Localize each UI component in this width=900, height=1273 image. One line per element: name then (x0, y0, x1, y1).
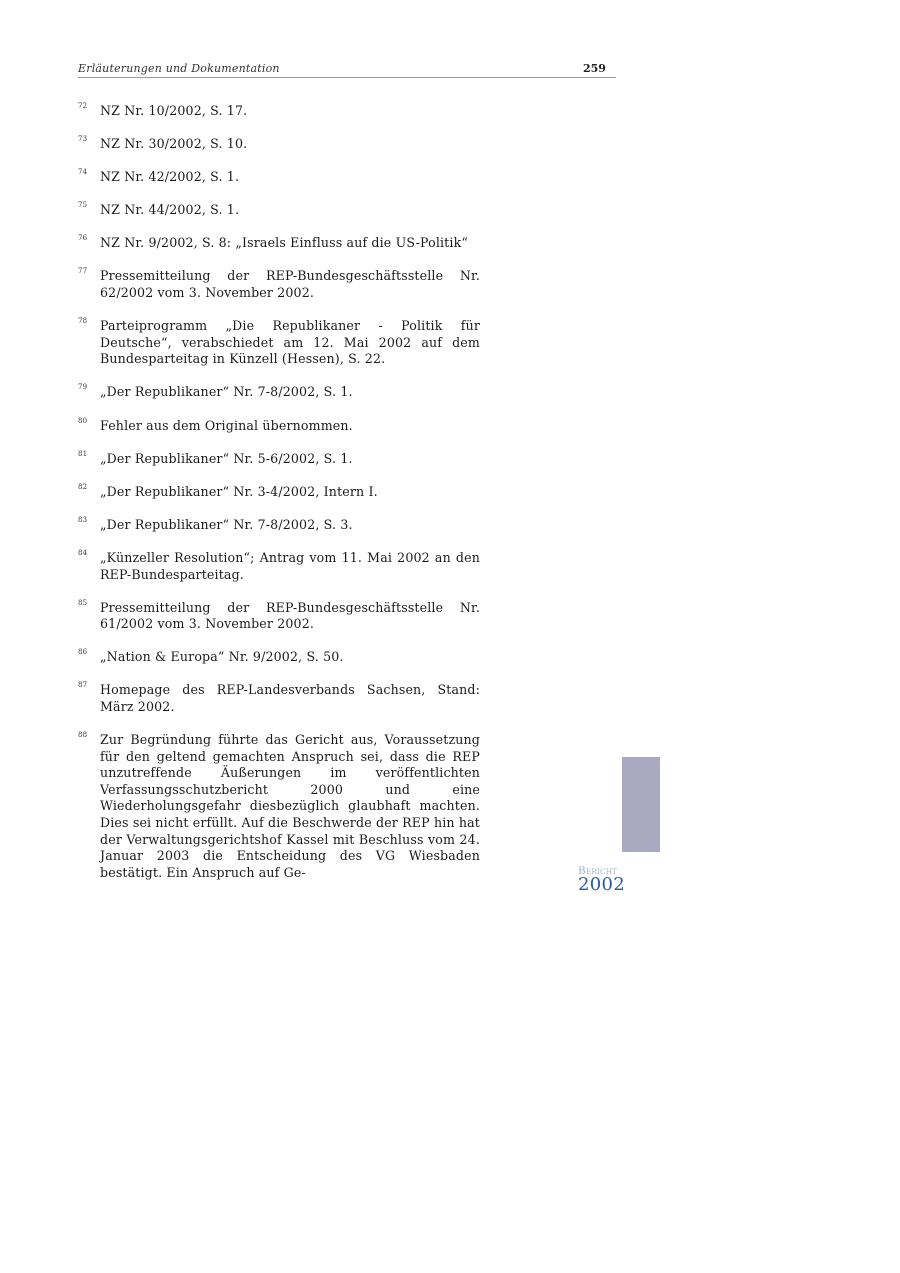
footnote (78, 484, 480, 501)
footnote (78, 682, 480, 715)
footnote-number: 76 (78, 234, 88, 243)
footnote-number: 81 (78, 449, 88, 458)
footnote (78, 418, 480, 435)
footnote-number: 85 (78, 598, 88, 607)
footnote-number: 83 (78, 515, 88, 524)
footnote-text: Pressemitteilung der REP-Bundesgeschäftsstelle Nr. 62/2002 vom 3. November 2002. (100, 268, 480, 301)
logo-year: 2002 (578, 874, 626, 895)
footnote (78, 649, 480, 666)
footnote-text: „Der Republikaner“ Nr. 7-8/2002, S. 3. (100, 516, 353, 532)
footnote-number: 75 (78, 201, 88, 210)
footnote-text: Fehler aus dem Original übernommen. (100, 417, 353, 433)
footnote-text: „Künzeller Resolution“; Antrag vom 11. Mai 2002 an den REP-Bundesparteitag. (100, 549, 480, 582)
footnote-number: 88 (78, 731, 88, 740)
page-number: 259 (583, 62, 606, 75)
footnote-text: „Der Republikaner“ Nr. 3-4/2002, Intern I. (100, 483, 378, 499)
footnote-text: Zur Begründung führte das Gericht aus, Voraussetzung für den geltend gemachten Anspruch sei, dass die REP unzutreffende Äußerungen im veröffentlichten Verfassungsschutzbericht 2000 und eine Wiederholungsgefahr diesbezüglich glaubhaft machten. Dies sei nicht erfüllt. Auf die Beschwerde der REP hin hat der Verwaltungsgerichtshof Kassel mit Beschluss vom 24. Januar 2003 die Entscheidung des VG Wiesbaden bestätigt. Ein Anspruch auf Ge- (100, 732, 480, 880)
footnote (78, 550, 480, 583)
footnote-number: 77 (78, 267, 88, 276)
footnote-text: „Nation & Europa“ Nr. 9/2002, S. 50. (100, 649, 344, 665)
footnote (78, 451, 480, 468)
footnote-number: 87 (78, 681, 88, 690)
footnote-number: 82 (78, 482, 88, 491)
footnote (78, 136, 480, 153)
footnote (78, 202, 480, 219)
footnote (78, 103, 480, 120)
footnote-number: 79 (78, 383, 88, 392)
footnote-text: NZ Nr. 42/2002, S. 1. (100, 169, 240, 185)
footnote-text: Parteiprogramm „Die Republikaner - Politik für Deutsche“, verabschiedet am 12. Mai 2002 auf dem Bundesparteitag in Künzell (Hessen), S. 22. (100, 318, 480, 367)
footnote-text: NZ Nr. 10/2002, S. 17. (100, 103, 248, 118)
footnote (78, 268, 480, 301)
footnote (78, 318, 480, 368)
footnote-text: NZ Nr. 44/2002, S. 1. (100, 202, 240, 218)
footnote-number: 72 (78, 102, 88, 110)
footnote-text: Pressemitteilung der REP-Bundesgeschäftsstelle Nr. 61/2002 vom 3. November 2002. (100, 599, 480, 632)
sidebar-color-bar (622, 757, 660, 852)
footnote (78, 600, 480, 633)
footnote-number: 86 (78, 648, 88, 657)
footnote-number: 80 (78, 416, 88, 425)
header-title: Erläuterungen und Dokumentation (78, 62, 280, 75)
footnote-number: 84 (78, 548, 88, 557)
footnote-number: 78 (78, 317, 88, 326)
footnote (78, 732, 480, 881)
footnote-number: 73 (78, 135, 88, 144)
report-logo (578, 866, 638, 893)
footnote (78, 169, 480, 186)
footnote-number: 74 (78, 168, 88, 177)
footnote (78, 384, 480, 401)
footnote (78, 235, 480, 252)
footnote-text: „Der Republikaner“ Nr. 5-6/2002, S. 1. (100, 450, 353, 466)
footnote-text: NZ Nr. 9/2002, S. 8: „Israels Einfluss auf die US-Politik“ (100, 235, 468, 251)
logo-word: Bericht (578, 865, 618, 877)
footnote (78, 517, 480, 534)
running-header (78, 62, 616, 78)
footnote-text: „Der Republikaner“ Nr. 7-8/2002, S. 1. (100, 384, 353, 400)
footnote-text: Homepage des REP-Landesverbands Sachsen, Stand: März 2002. (100, 682, 480, 714)
footnote-list (78, 103, 480, 898)
footnote-text: NZ Nr. 30/2002, S. 10. (100, 136, 248, 152)
